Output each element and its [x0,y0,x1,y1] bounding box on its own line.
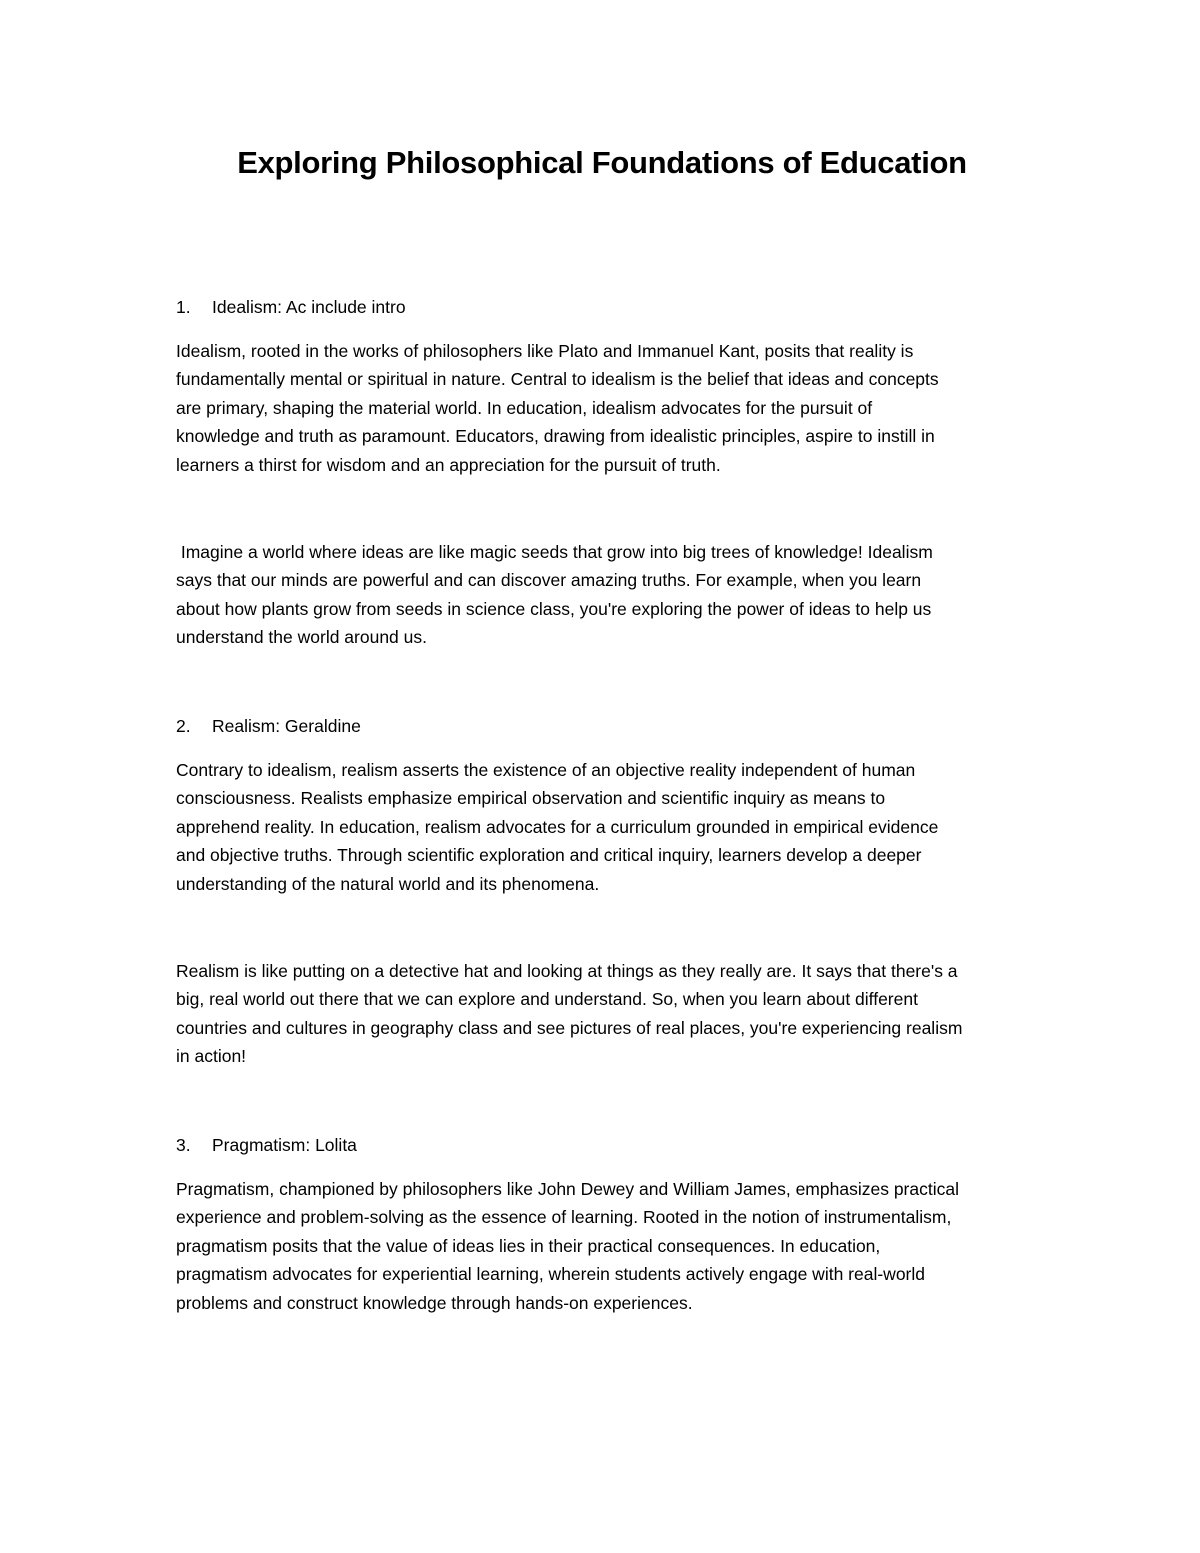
section-heading-idealism [176,293,776,321]
paragraph-line: understanding of the natural world and its phenomena. [176,873,600,894]
paragraph-pragmatism-definition [176,1175,1076,1317]
paragraph-idealism-example [176,538,1076,652]
paragraph-line: about how plants grow from seeds in science class, you're exploring the power of ideas to help us [176,598,932,619]
paragraph-line: experience and problem-solving as the essence of learning. Rooted in the notion of instrumentalism, [176,1207,952,1228]
section-heading-text: Realism: Geraldine [212,716,361,736]
paragraph-line: says that our minds are powerful and can discover amazing truths. For example, when you learn [176,570,922,591]
document-title: Exploring Philosophical Foundations of Education [237,145,967,180]
paragraph-line: in action! [176,1046,247,1067]
paragraph-realism-example [176,957,1076,1071]
paragraph-line: knowledge and truth as paramount. Educators, drawing from idealistic principles, aspire to instill in [176,426,935,447]
section-heading-realism [176,712,776,740]
paragraph-line: understand the world around us. [176,627,427,648]
section-number: 3. [176,1135,191,1155]
paragraph-realism-definition [176,756,1076,898]
paragraph-line: Contrary to idealism, realism asserts the existence of an objective reality independent of human [176,760,916,780]
paragraph-line: consciousness. Realists emphasize empirical observation and scientific inquiry as means to [176,788,886,809]
paragraph-line: pragmatism posits that the value of ideas lies in their practical consequences. In education, [176,1235,881,1256]
section-heading-text: Pragmatism: Lolita [212,1135,357,1155]
paragraph-line: Idealism, rooted in the works of philosophers like Plato and Immanuel Kant, posits that reality is [176,341,914,361]
paragraph-line: big, real world out there that we can explore and understand. So, when you learn about different [176,989,918,1010]
paragraph-line: and objective truths. Through scientific exploration and critical inquiry, learners develop a deeper [176,845,922,866]
paragraph-line: Imagine a world where ideas are like magic seeds that grow into big trees of knowledge! Idealism [176,542,933,562]
section-number: 2. [176,716,191,736]
paragraph-line: problems and construct knowledge through hands-on experiences. [176,1292,693,1313]
paragraph-idealism-definition [176,337,1076,479]
paragraph-line: Pragmatism, championed by philosophers like John Dewey and William James, emphasizes practical [176,1179,959,1199]
paragraph-line: apprehend reality. In education, realism advocates for a curriculum grounded in empirical evidence [176,816,939,837]
paragraph-line: fundamentally mental or spiritual in nature. Central to idealism is the belief that ideas and concepts [176,369,939,390]
paragraph-line: are primary, shaping the material world. In education, idealism advocates for the pursuit of [176,397,873,418]
paragraph-line: Realism is like putting on a detective hat and looking at things as they really are. It says that there's a [176,961,958,981]
paragraph-line: countries and cultures in geography class and see pictures of real places, you're experiencing realism [176,1017,963,1038]
section-number: 1. [176,297,191,317]
section-heading-text: Idealism: Ac include intro [212,297,406,317]
paragraph-line: learners a thirst for wisdom and an appreciation for the pursuit of truth. [176,454,721,475]
section-heading-pragmatism [176,1131,776,1159]
paragraph-line: pragmatism advocates for experiential learning, wherein students actively engage with real-world [176,1264,925,1285]
